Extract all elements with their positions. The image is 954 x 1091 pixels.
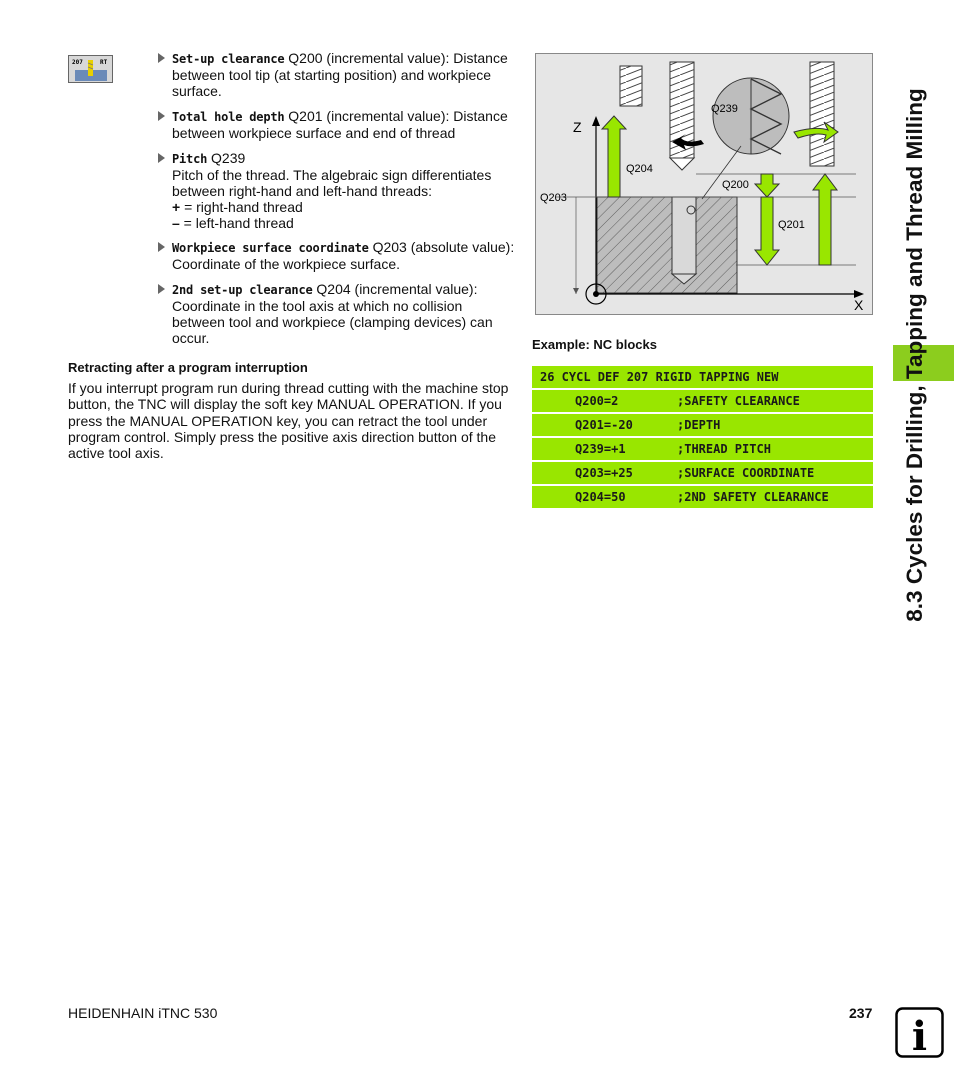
bullet-triangle-icon [158, 284, 165, 294]
nc-block-row [532, 414, 873, 436]
param-workpiece-surface [158, 239, 516, 272]
icon-label-207: 207 [72, 59, 83, 66]
q201-label: Q201 [778, 219, 805, 231]
retract-body: If you interrupt program run during thread cutting with the machine stop button, the TNC will display the soft key MANUAL OPERATION. If you press the MANUAL OPERATION key, you can retract the tool under program control. Simply press the positive axis direction button of the active tool axis. [68, 380, 509, 462]
axis-x-label: X [854, 297, 864, 313]
example-heading: Example: NC blocks [532, 337, 657, 352]
nc-code: Q200=2 [575, 394, 619, 408]
right-hand-option: = right-hand thread [180, 199, 303, 215]
param-keyword: Pitch [172, 152, 208, 166]
nc-code: Q239=+1 [575, 442, 626, 456]
q203-label: Q203 [540, 192, 567, 204]
nc-code: Q203=+25 [575, 466, 633, 480]
bullet-triangle-icon [158, 153, 165, 163]
param-pitch [158, 150, 516, 231]
nc-block-row [532, 486, 873, 508]
info-glyph: i [911, 1013, 928, 1058]
axis-z-label: Z [573, 119, 582, 135]
nc-comment: ;DEPTH [677, 418, 721, 432]
nc-block-row [532, 390, 873, 412]
nc-header-line: 26 CYCL DEF 207 RIGID TAPPING NEW [540, 370, 779, 384]
cycle-207-icon [68, 55, 113, 83]
bullet-triangle-icon [158, 242, 165, 252]
param-desc: Q201 (incremental value): Distance between workpiece surface and end of thread [172, 108, 508, 141]
nc-block-header [532, 366, 873, 388]
retract-heading: Retracting after a program interruption [68, 360, 308, 375]
info-icon [895, 1007, 944, 1058]
left-hand-option: = left-hand thread [179, 215, 294, 231]
bullet-triangle-icon [158, 53, 165, 63]
bullet-triangle-icon [158, 111, 165, 121]
nc-block-row [532, 462, 873, 484]
chapter-title-text: 8.3 Cycles for Drilling, Tapping and Thread Milling [902, 88, 927, 622]
param-keyword: Workpiece surface coordinate [172, 241, 369, 255]
param-pitch-desc: Pitch of the thread. The algebraic sign differentiates between right-hand and left-hand threads: [172, 167, 492, 199]
param-keyword: Set-up clearance [172, 52, 285, 66]
icon-label-rt: RT [100, 59, 108, 66]
minus-symbol: – [172, 215, 180, 231]
nc-comment: ;THREAD PITCH [677, 442, 771, 456]
nc-code: Q201=-20 [575, 418, 633, 432]
q239-label: Q239 [711, 103, 738, 115]
nc-comment: ;SAFETY CLEARANCE [677, 394, 800, 408]
param-setup-clearance [158, 50, 516, 99]
param-keyword: 2nd set-up clearance [172, 283, 313, 297]
param-total-hole-depth [158, 108, 516, 141]
page-number: 237 [849, 1005, 873, 1021]
param-desc: Q239 [207, 150, 246, 166]
param-2nd-setup-clearance [158, 281, 516, 346]
plus-symbol: + [172, 199, 181, 215]
param-desc: Q200 (incremental value): Distance between tool tip (at starting position) and workpiece surface. [172, 50, 508, 99]
chapter-title-vertical [895, 55, 935, 655]
nc-comment: ;SURFACE COORDINATE [677, 466, 815, 480]
nc-comment: ;2ND SAFETY CLEARANCE [677, 490, 829, 504]
nc-block-row [532, 438, 873, 460]
param-keyword: Total hole depth [172, 110, 285, 124]
q204-label: Q204 [626, 163, 653, 175]
retract-arrow [813, 174, 837, 265]
param-desc: Q203 (absolute value): Coordinate of the workpiece surface. [172, 239, 515, 272]
q204-arrow [602, 116, 626, 197]
nc-code: Q204=50 [575, 490, 626, 504]
param-desc: Q204 (incremental value): Coordinate in the tool axis at which no collision between tool and workpiece (clamping devices) can occur. [172, 281, 493, 346]
q200-label: Q200 [722, 179, 749, 191]
q200-arrow [755, 174, 779, 197]
q201-arrow [755, 197, 779, 265]
tapping-diagram [535, 53, 873, 315]
footer-product: HEIDENHAIN iTNC 530 [68, 1005, 218, 1021]
